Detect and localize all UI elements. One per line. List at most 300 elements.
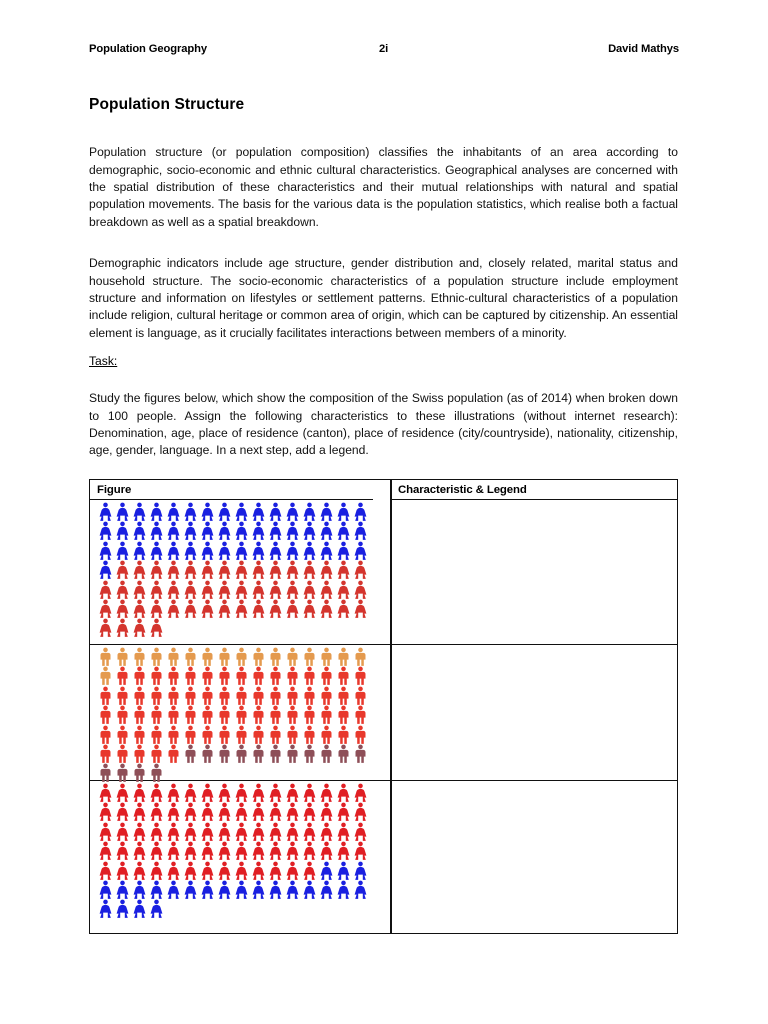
pictogram-figure-3: [97, 783, 373, 919]
person-female-icon: [233, 541, 250, 560]
person-female-icon: [131, 580, 148, 599]
person-male-icon: [335, 705, 352, 724]
person-female-icon: [182, 580, 199, 599]
person-female-icon: [301, 783, 318, 802]
pictogram-grid-3: [97, 783, 370, 919]
person-female-icon: [148, 599, 165, 618]
person-female-icon: [267, 783, 284, 802]
person-male-icon: [284, 725, 301, 744]
person-female-icon: [131, 880, 148, 899]
person-male-icon: [233, 666, 250, 685]
person-male-icon: [182, 725, 199, 744]
person-female-icon: [148, 802, 165, 821]
person-male-icon: [284, 705, 301, 724]
person-male-icon: [97, 763, 114, 782]
person-female-icon: [165, 802, 182, 821]
person-female-icon: [182, 783, 199, 802]
person-male-icon: [352, 686, 369, 705]
person-male-icon: [131, 705, 148, 724]
person-female-icon: [250, 521, 267, 540]
paragraph-task: Study the figures below, which show the composition of the Swiss population (as of 2014) when broken down to 100 people. Assign the following characteristics to these illustrations (without internet research): Denomination, age, place of residence (canton), place of residence (city/countryside), nationality, citizenship, age, gender, language. In a next step, add a legend.: [89, 391, 678, 458]
person-female-icon: [148, 861, 165, 880]
person-male-icon: [318, 666, 335, 685]
person-female-icon: [267, 599, 284, 618]
person-female-icon: [182, 880, 199, 899]
pictogram-figure-1: [97, 502, 373, 638]
person-female-icon: [114, 861, 131, 880]
person-female-icon: [267, 822, 284, 841]
person-female-icon: [199, 541, 216, 560]
person-male-icon: [199, 705, 216, 724]
person-male-icon: [131, 725, 148, 744]
person-male-icon: [216, 686, 233, 705]
person-female-icon: [301, 599, 318, 618]
person-female-icon: [233, 841, 250, 860]
person-female-icon: [216, 861, 233, 880]
person-female-icon: [267, 841, 284, 860]
person-female-icon: [148, 899, 165, 918]
header-page-number: 2i: [379, 43, 389, 55]
person-female-icon: [199, 580, 216, 599]
person-female-icon: [335, 841, 352, 860]
person-male-icon: [301, 666, 318, 685]
person-female-icon: [114, 560, 131, 579]
person-male-icon: [131, 647, 148, 666]
person-male-icon: [250, 647, 267, 666]
person-female-icon: [182, 822, 199, 841]
person-female-icon: [97, 880, 114, 899]
person-female-icon: [199, 861, 216, 880]
person-female-icon: [352, 580, 369, 599]
person-male-icon: [284, 744, 301, 763]
person-female-icon: [97, 599, 114, 618]
person-female-icon: [250, 599, 267, 618]
person-female-icon: [318, 541, 335, 560]
person-female-icon: [97, 822, 114, 841]
person-female-icon: [352, 599, 369, 618]
person-male-icon: [233, 725, 250, 744]
person-male-icon: [352, 705, 369, 724]
person-male-icon: [97, 647, 114, 666]
person-male-icon: [199, 744, 216, 763]
person-male-icon: [335, 686, 352, 705]
person-female-icon: [301, 521, 318, 540]
person-female-icon: [318, 841, 335, 860]
person-male-icon: [114, 744, 131, 763]
person-female-icon: [267, 521, 284, 540]
person-female-icon: [250, 822, 267, 841]
person-female-icon: [352, 822, 369, 841]
person-female-icon: [233, 502, 250, 521]
person-male-icon: [267, 725, 284, 744]
person-male-icon: [250, 725, 267, 744]
person-female-icon: [148, 880, 165, 899]
person-female-icon: [318, 580, 335, 599]
person-female-icon: [352, 521, 369, 540]
person-female-icon: [97, 521, 114, 540]
person-female-icon: [148, 580, 165, 599]
person-female-icon: [114, 880, 131, 899]
person-female-icon: [114, 580, 131, 599]
person-female-icon: [182, 861, 199, 880]
person-male-icon: [250, 705, 267, 724]
person-female-icon: [267, 880, 284, 899]
person-female-icon: [267, 580, 284, 599]
person-female-icon: [216, 783, 233, 802]
person-female-icon: [114, 618, 131, 637]
person-male-icon: [165, 744, 182, 763]
person-male-icon: [284, 686, 301, 705]
person-female-icon: [318, 802, 335, 821]
person-female-icon: [165, 861, 182, 880]
person-female-icon: [199, 521, 216, 540]
person-male-icon: [182, 647, 199, 666]
person-male-icon: [335, 725, 352, 744]
person-male-icon: [301, 647, 318, 666]
person-male-icon: [318, 647, 335, 666]
person-male-icon: [284, 647, 301, 666]
person-male-icon: [335, 744, 352, 763]
person-male-icon: [148, 666, 165, 685]
person-male-icon: [250, 686, 267, 705]
person-female-icon: [267, 502, 284, 521]
person-male-icon: [97, 666, 114, 685]
person-female-icon: [114, 802, 131, 821]
person-female-icon: [301, 822, 318, 841]
pictogram-grid-1: [97, 502, 370, 638]
person-female-icon: [199, 599, 216, 618]
person-male-icon: [182, 744, 199, 763]
person-female-icon: [284, 861, 301, 880]
person-male-icon: [352, 725, 369, 744]
person-female-icon: [97, 502, 114, 521]
person-male-icon: [97, 705, 114, 724]
person-female-icon: [165, 783, 182, 802]
person-female-icon: [301, 502, 318, 521]
person-female-icon: [165, 599, 182, 618]
person-male-icon: [199, 686, 216, 705]
person-male-icon: [148, 725, 165, 744]
person-male-icon: [165, 725, 182, 744]
person-male-icon: [182, 686, 199, 705]
person-female-icon: [199, 783, 216, 802]
table-header-row: [90, 480, 677, 500]
person-female-icon: [250, 502, 267, 521]
person-male-icon: [114, 705, 131, 724]
person-male-icon: [199, 725, 216, 744]
person-male-icon: [318, 705, 335, 724]
person-female-icon: [216, 599, 233, 618]
person-female-icon: [165, 521, 182, 540]
person-female-icon: [284, 541, 301, 560]
person-male-icon: [114, 763, 131, 782]
person-female-icon: [199, 560, 216, 579]
person-female-icon: [165, 841, 182, 860]
person-female-icon: [233, 783, 250, 802]
person-male-icon: [131, 686, 148, 705]
answer-cell-figure-2[interactable]: [392, 646, 677, 779]
person-female-icon: [97, 899, 114, 918]
person-female-icon: [131, 541, 148, 560]
person-female-icon: [148, 521, 165, 540]
person-female-icon: [97, 580, 114, 599]
person-female-icon: [250, 841, 267, 860]
person-male-icon: [182, 666, 199, 685]
person-female-icon: [199, 841, 216, 860]
person-female-icon: [165, 880, 182, 899]
column-header-characteristic: Characteristic & Legend: [398, 484, 527, 496]
person-female-icon: [352, 560, 369, 579]
person-female-icon: [250, 541, 267, 560]
person-female-icon: [97, 841, 114, 860]
person-female-icon: [148, 783, 165, 802]
person-female-icon: [165, 822, 182, 841]
person-female-icon: [318, 861, 335, 880]
person-male-icon: [352, 647, 369, 666]
person-female-icon: [352, 502, 369, 521]
person-male-icon: [267, 744, 284, 763]
person-male-icon: [97, 686, 114, 705]
person-female-icon: [182, 802, 199, 821]
person-female-icon: [284, 521, 301, 540]
answer-cell-figure-1[interactable]: [392, 501, 677, 643]
person-female-icon: [148, 502, 165, 521]
person-male-icon: [250, 666, 267, 685]
person-female-icon: [165, 560, 182, 579]
person-male-icon: [131, 666, 148, 685]
person-female-icon: [199, 502, 216, 521]
person-female-icon: [216, 560, 233, 579]
person-male-icon: [216, 725, 233, 744]
person-female-icon: [267, 560, 284, 579]
person-female-icon: [284, 841, 301, 860]
person-male-icon: [267, 666, 284, 685]
person-female-icon: [352, 541, 369, 560]
person-female-icon: [233, 580, 250, 599]
person-female-icon: [284, 783, 301, 802]
person-female-icon: [97, 783, 114, 802]
person-female-icon: [335, 802, 352, 821]
person-male-icon: [216, 705, 233, 724]
person-female-icon: [250, 861, 267, 880]
person-male-icon: [148, 647, 165, 666]
person-female-icon: [131, 899, 148, 918]
person-female-icon: [335, 783, 352, 802]
person-female-icon: [318, 599, 335, 618]
person-female-icon: [165, 541, 182, 560]
person-female-icon: [114, 841, 131, 860]
person-female-icon: [216, 502, 233, 521]
person-female-icon: [335, 580, 352, 599]
person-male-icon: [301, 744, 318, 763]
person-female-icon: [318, 880, 335, 899]
answer-cell-figure-3[interactable]: [392, 782, 677, 933]
person-female-icon: [301, 802, 318, 821]
person-female-icon: [301, 861, 318, 880]
person-female-icon: [165, 580, 182, 599]
person-male-icon: [301, 686, 318, 705]
person-male-icon: [131, 763, 148, 782]
person-female-icon: [114, 541, 131, 560]
person-female-icon: [165, 502, 182, 521]
person-male-icon: [165, 666, 182, 685]
person-male-icon: [131, 744, 148, 763]
person-female-icon: [250, 783, 267, 802]
person-female-icon: [250, 580, 267, 599]
person-female-icon: [318, 822, 335, 841]
person-female-icon: [284, 580, 301, 599]
person-female-icon: [182, 841, 199, 860]
person-male-icon: [114, 647, 131, 666]
person-female-icon: [148, 822, 165, 841]
person-male-icon: [114, 725, 131, 744]
person-male-icon: [148, 763, 165, 782]
person-male-icon: [114, 666, 131, 685]
column-header-figure: Figure: [90, 480, 373, 500]
person-female-icon: [318, 783, 335, 802]
person-female-icon: [114, 899, 131, 918]
person-male-icon: [182, 705, 199, 724]
person-female-icon: [233, 599, 250, 618]
person-male-icon: [335, 666, 352, 685]
person-male-icon: [114, 686, 131, 705]
figure-task-table: [89, 479, 678, 934]
person-female-icon: [131, 599, 148, 618]
person-male-icon: [148, 705, 165, 724]
person-female-icon: [216, 802, 233, 821]
person-female-icon: [250, 802, 267, 821]
header-left-text: Population Geography: [89, 43, 207, 55]
person-female-icon: [131, 861, 148, 880]
person-male-icon: [301, 705, 318, 724]
person-female-icon: [318, 502, 335, 521]
person-male-icon: [335, 647, 352, 666]
person-female-icon: [335, 880, 352, 899]
person-male-icon: [199, 647, 216, 666]
person-female-icon: [352, 880, 369, 899]
person-female-icon: [131, 783, 148, 802]
person-male-icon: [352, 744, 369, 763]
person-female-icon: [301, 880, 318, 899]
person-male-icon: [199, 666, 216, 685]
person-female-icon: [250, 880, 267, 899]
person-female-icon: [114, 502, 131, 521]
person-female-icon: [233, 802, 250, 821]
person-male-icon: [284, 666, 301, 685]
person-female-icon: [284, 822, 301, 841]
person-male-icon: [233, 705, 250, 724]
person-female-icon: [148, 541, 165, 560]
person-female-icon: [352, 841, 369, 860]
person-male-icon: [267, 705, 284, 724]
person-female-icon: [284, 599, 301, 618]
person-male-icon: [352, 666, 369, 685]
person-female-icon: [148, 841, 165, 860]
person-male-icon: [165, 647, 182, 666]
person-male-icon: [267, 647, 284, 666]
person-female-icon: [182, 541, 199, 560]
person-female-icon: [199, 880, 216, 899]
person-male-icon: [148, 744, 165, 763]
person-female-icon: [182, 560, 199, 579]
person-male-icon: [97, 744, 114, 763]
person-male-icon: [301, 725, 318, 744]
person-female-icon: [131, 802, 148, 821]
person-female-icon: [182, 502, 199, 521]
person-female-icon: [267, 861, 284, 880]
person-female-icon: [301, 841, 318, 860]
person-female-icon: [233, 521, 250, 540]
person-female-icon: [335, 599, 352, 618]
page-title: Population Structure: [89, 96, 245, 114]
person-female-icon: [199, 822, 216, 841]
person-female-icon: [216, 841, 233, 860]
person-female-icon: [335, 502, 352, 521]
person-female-icon: [148, 618, 165, 637]
person-male-icon: [216, 647, 233, 666]
person-female-icon: [284, 502, 301, 521]
person-female-icon: [148, 560, 165, 579]
person-male-icon: [233, 686, 250, 705]
person-female-icon: [284, 560, 301, 579]
person-female-icon: [216, 580, 233, 599]
person-female-icon: [233, 822, 250, 841]
person-female-icon: [335, 541, 352, 560]
person-female-icon: [233, 861, 250, 880]
person-female-icon: [131, 822, 148, 841]
person-female-icon: [335, 822, 352, 841]
person-female-icon: [301, 541, 318, 560]
person-female-icon: [284, 802, 301, 821]
person-female-icon: [114, 822, 131, 841]
person-male-icon: [250, 744, 267, 763]
person-female-icon: [267, 541, 284, 560]
person-male-icon: [233, 744, 250, 763]
person-female-icon: [114, 783, 131, 802]
person-female-icon: [131, 521, 148, 540]
person-female-icon: [318, 560, 335, 579]
person-male-icon: [148, 686, 165, 705]
header-author-name: David Mathys: [608, 43, 679, 55]
person-male-icon: [267, 686, 284, 705]
person-female-icon: [267, 802, 284, 821]
person-female-icon: [335, 560, 352, 579]
person-female-icon: [114, 521, 131, 540]
person-female-icon: [318, 521, 335, 540]
person-female-icon: [216, 822, 233, 841]
person-male-icon: [318, 686, 335, 705]
person-female-icon: [352, 783, 369, 802]
paragraph-intro: Population structure (or population composition) classifies the inhabitants of an area according to demographic, socio-economic and ethnic cultural characteristics. Geographical analyses are concerned with the spatial distribution of these characteristics and their mutual relationships with natural and spatial population movements. The basis for the various data is the population statistics, which realise both a factual breakdown as well as a spatial breakdown.: [89, 145, 678, 229]
person-female-icon: [182, 521, 199, 540]
person-female-icon: [131, 560, 148, 579]
person-female-icon: [131, 618, 148, 637]
person-female-icon: [131, 502, 148, 521]
person-male-icon: [216, 666, 233, 685]
person-female-icon: [199, 802, 216, 821]
person-male-icon: [318, 725, 335, 744]
person-female-icon: [131, 841, 148, 860]
person-female-icon: [97, 560, 114, 579]
person-female-icon: [335, 861, 352, 880]
person-female-icon: [250, 560, 267, 579]
person-female-icon: [233, 560, 250, 579]
person-male-icon: [233, 647, 250, 666]
running-header: [89, 43, 679, 59]
task-label: Task:: [89, 354, 118, 368]
paragraph-indicators: Demographic indicators include age structure, gender distribution and, closely related, marital status and household structure. The socio-economic characteristics of a population structure include employment structure and information on lifestyles or settlement patterns. Ethnic-cultural characteristics of a population include religion, cultural heritage or common area of origin, which can be captured by citizenship. An essential element is language, as it crucially facilitates interactions between members of a minority.: [89, 256, 678, 340]
person-female-icon: [97, 861, 114, 880]
